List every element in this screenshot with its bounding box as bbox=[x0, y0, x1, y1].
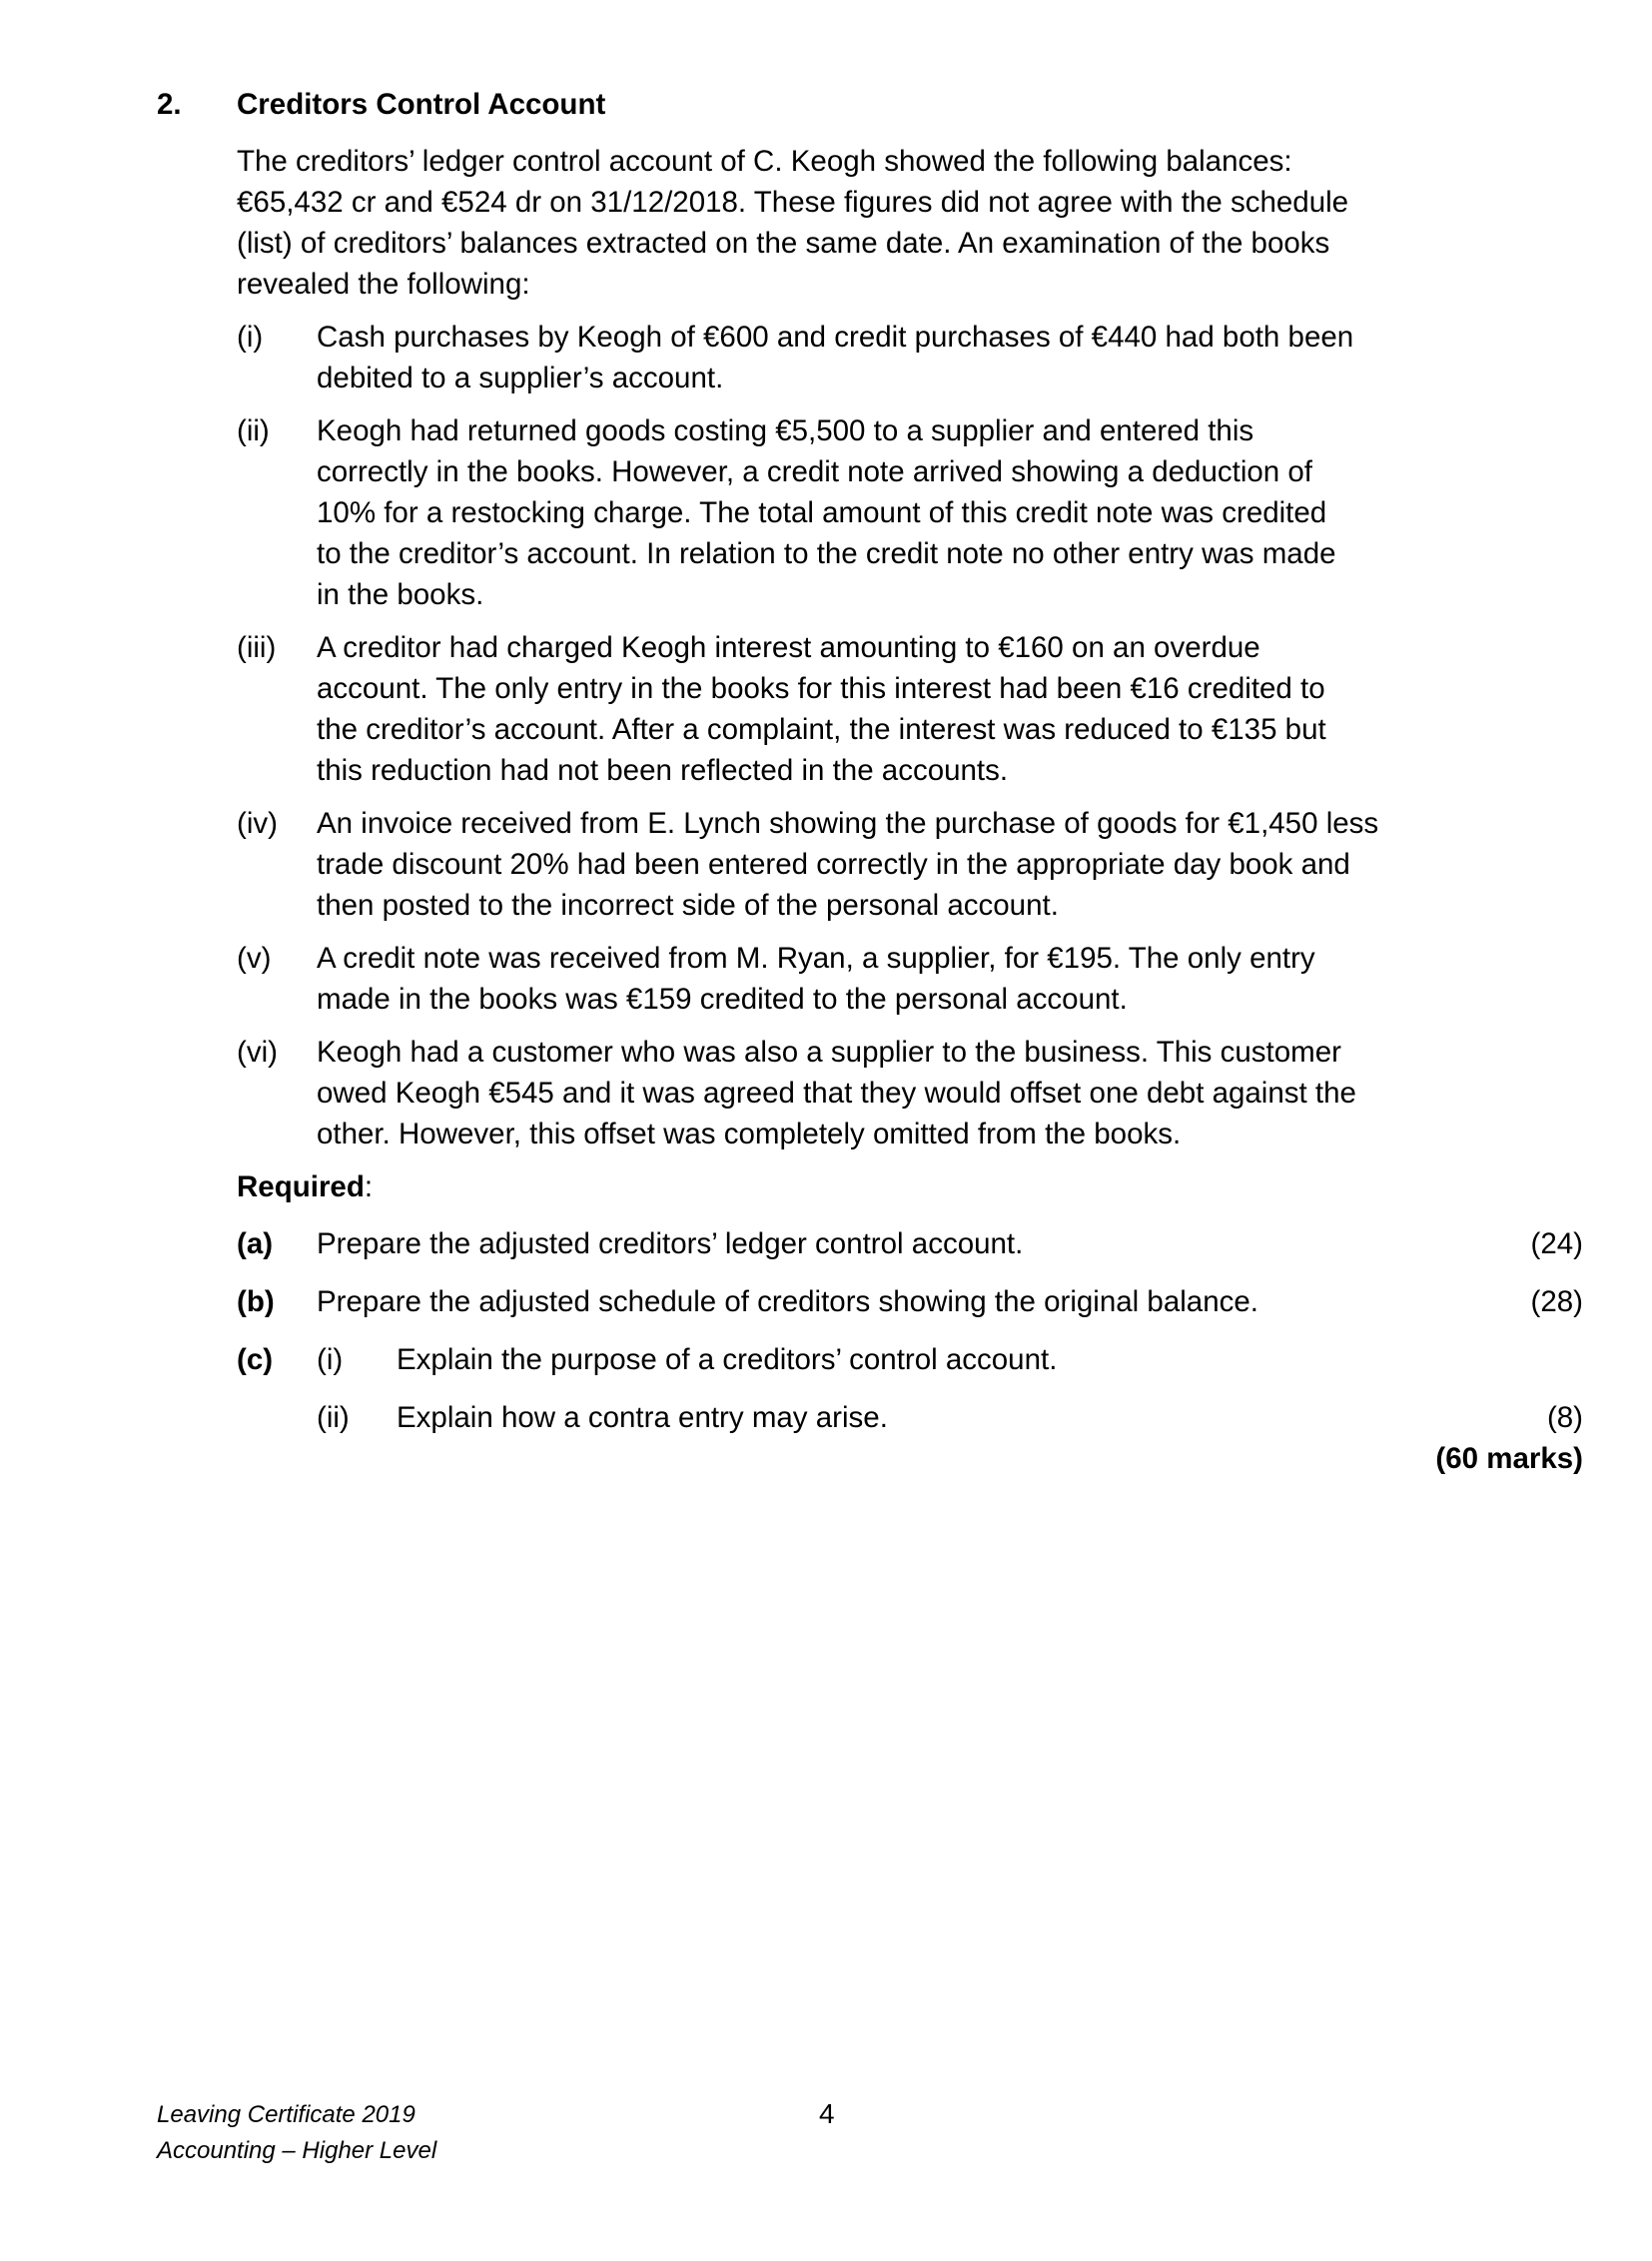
required-label: Required bbox=[237, 1170, 365, 1203]
item-line: made in the books was €159 credited to the personal account. bbox=[317, 983, 1128, 1016]
list-item bbox=[237, 317, 1515, 398]
part-a bbox=[237, 1223, 1583, 1264]
item-line: the creditor’s account. After a complaint, the interest was reduced to €135 but bbox=[317, 713, 1326, 746]
part-marks: (24) bbox=[1530, 1227, 1583, 1260]
intro-line: €65,432 cr and €524 dr on 31/12/2018. These figures did not agree with the schedule bbox=[237, 186, 1349, 219]
part-text: Explain how a contra entry may arise. bbox=[397, 1401, 888, 1434]
list-item bbox=[237, 627, 1515, 791]
footer-subject: Accounting – Higher Level bbox=[157, 2137, 437, 2164]
page-number: 4 bbox=[819, 2098, 835, 2129]
required-colon: : bbox=[364, 1170, 374, 1203]
item-line: trade discount 20% had been entered correctly in the appropriate day book and bbox=[317, 848, 1350, 881]
intro-line: (list) of creditors’ balances extracted on the same date. An examination of the books bbox=[237, 227, 1330, 260]
list-item bbox=[237, 803, 1515, 926]
part-marks: (28) bbox=[1530, 1285, 1583, 1318]
part-letter: (c) bbox=[237, 1343, 274, 1376]
list-item bbox=[237, 410, 1515, 615]
item-line: account. The only entry in the books for this interest had been €16 credited to bbox=[317, 672, 1325, 705]
item-number: (v) bbox=[237, 942, 272, 975]
item-line: Keogh had a customer who was also a supplier to the business. This customer bbox=[317, 1036, 1341, 1069]
part-text: Explain the purpose of a creditors’ control account. bbox=[397, 1343, 1058, 1376]
part-c-i bbox=[237, 1339, 1583, 1380]
item-number: (i) bbox=[237, 321, 264, 354]
part-letter: (b) bbox=[237, 1285, 275, 1318]
footer-exam-title: Leaving Certificate 2019 bbox=[157, 2101, 415, 2128]
total-marks: (60 marks) bbox=[1435, 1442, 1583, 1475]
list-item bbox=[237, 938, 1515, 1020]
item-line: to the creditor’s account. In relation to the credit note no other entry was made bbox=[317, 537, 1336, 570]
item-line: 10% for a restocking charge. The total amount of this credit note was credited bbox=[317, 496, 1327, 529]
item-line: other. However, this offset was completely omitted from the books. bbox=[317, 1118, 1182, 1150]
part-letter: (a) bbox=[237, 1227, 274, 1260]
intro-line: revealed the following: bbox=[237, 268, 530, 301]
item-line: correctly in the books. However, a credit note arrived showing a deduction of bbox=[317, 455, 1312, 488]
item-line: An invoice received from E. Lynch showing the purchase of goods for €1,450 less bbox=[317, 807, 1379, 840]
item-number: (ii) bbox=[237, 414, 270, 447]
page-footer bbox=[157, 2097, 436, 2169]
question-title: Creditors Control Account bbox=[237, 88, 606, 121]
question-number: 2. bbox=[157, 88, 182, 121]
item-number: (vi) bbox=[237, 1036, 278, 1069]
list-item bbox=[237, 1032, 1515, 1154]
question-heading bbox=[157, 84, 605, 125]
item-line: A creditor had charged Keogh interest amounting to €160 on an overdue bbox=[317, 631, 1260, 664]
part-marks: (8) bbox=[1546, 1401, 1583, 1434]
item-line: Cash purchases by Keogh of €600 and credit purchases of €440 had both been bbox=[317, 321, 1354, 354]
item-line: owed Keogh €545 and it was agreed that they would offset one debt against the bbox=[317, 1077, 1356, 1110]
item-line: this reduction had not been reflected in the accounts. bbox=[317, 754, 1009, 787]
item-line: then posted to the incorrect side of the personal account. bbox=[317, 889, 1059, 922]
part-text: Prepare the adjusted schedule of creditors showing the original balance. bbox=[317, 1285, 1258, 1318]
item-line: in the books. bbox=[317, 578, 484, 611]
sub-part-number: (ii) bbox=[317, 1401, 350, 1434]
intro-paragraph bbox=[237, 141, 1515, 305]
part-c-ii bbox=[237, 1397, 1583, 1475]
sub-part-number: (i) bbox=[317, 1343, 344, 1376]
question-body bbox=[237, 141, 1583, 1475]
intro-line: The creditors’ ledger control account of C. Keogh showed the following balances: bbox=[237, 145, 1292, 178]
item-line: A credit note was received from M. Ryan, a supplier, for €195. The only entry bbox=[317, 942, 1315, 975]
part-b bbox=[237, 1281, 1583, 1322]
required-heading bbox=[237, 1166, 1515, 1207]
item-line: debited to a supplier’s account. bbox=[317, 362, 724, 394]
item-number: (iii) bbox=[237, 631, 277, 664]
part-text: Prepare the adjusted creditors’ ledger control account. bbox=[317, 1227, 1024, 1260]
item-line: Keogh had returned goods costing €5,500 to a supplier and entered this bbox=[317, 414, 1254, 447]
item-number: (iv) bbox=[237, 807, 278, 840]
